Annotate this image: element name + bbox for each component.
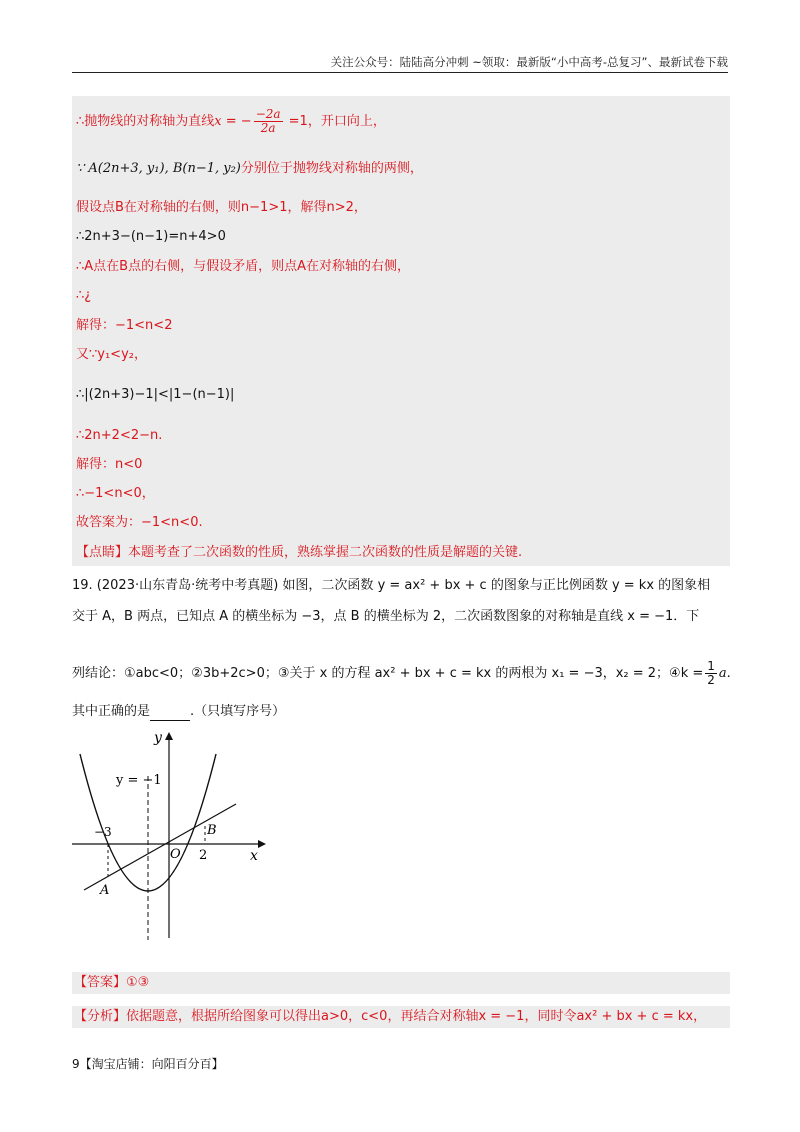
solution-line-7: 解得：−1<n<2 <box>76 318 173 333</box>
question-line-4: 其中正确的是 .（只填写序号） <box>72 704 286 719</box>
answer-box <box>72 972 730 994</box>
y-axis-label: y <box>154 730 162 746</box>
point-b-label: B <box>207 823 217 838</box>
x-axis-arrow <box>258 840 266 848</box>
answer-blank[interactable] <box>150 708 190 721</box>
solution-line-13: 故答案为：−1<n<0. <box>76 515 203 530</box>
function-graph <box>62 728 272 946</box>
origin-label: O <box>170 847 181 862</box>
solution-line-10: ∴2n+2<2−n. <box>76 428 163 443</box>
analysis-text: 【分析】依据题意，根据所给图象可以得出a>0，c<0，再结合对称轴x = −1，同时令ax² + bx + c = kx， <box>74 1009 707 1024</box>
fraction: $\frac{1}{2}$ <box>707 659 715 687</box>
fraction: $\frac{-2a}{2a}$ <box>255 107 281 135</box>
line-y-kx <box>84 804 236 890</box>
page-footer: 9【淘宝店铺：向阳百分百】 <box>72 1057 224 1071</box>
question-line-1: 19. (2023·山东青岛·统考中考真题) 如图，二次函数 y = ax² + bx + c 的图象与正比例函数 y = kx 的图象相 <box>72 578 711 593</box>
solution-line-6: ∴¿ <box>76 288 92 303</box>
question-line-3: 列结论：①abc<0；②3b+2c>0；③关于 x 的方程 ax² + bx + c = kx 的两根为 x₁ = −3，x₂ = 2；④k = $\frac{1}{2}$ a. <box>72 659 731 687</box>
solution-key-point: 【点睛】本题考查了二次函数的性质，熟练掌握二次函数的性质是解题的关键. <box>76 545 523 560</box>
x-axis-label: x <box>250 848 258 864</box>
tick-neg3: −3 <box>94 825 112 839</box>
solution-line-3: 假设点B在对称轴的右侧，则n−1>1，解得n>2， <box>76 200 367 215</box>
solution-line-9: ∴|(2n+3)−1|<|1−(n−1)| <box>76 387 235 402</box>
solution-line-5: ∴A点在B点的右侧，与假设矛盾，则点A在对称轴的右侧， <box>76 259 410 274</box>
solution-line-8: 又∵y₁<y₂， <box>76 347 147 362</box>
solution-line-12: ∴−1<n<0， <box>76 486 155 501</box>
y-axis-arrow <box>165 732 173 740</box>
symmetry-label: y = −1 <box>116 773 162 788</box>
answer-text: 【答案】①③ <box>74 975 150 990</box>
solution-line-4: ∴2n+3−(n−1)=n+4>0 <box>76 229 226 244</box>
tick-2: 2 <box>199 848 208 863</box>
solution-line-1: ∴抛物线的对称轴为直线x = − $\frac{-2a}{2a}$ =1，开口向上， <box>76 107 386 135</box>
page-header: 关注公众号：陆陆高分冲刺 ~领取：最新版“小中高考-总复习”、最新试卷下载 <box>72 52 728 73</box>
point-a-label: A <box>100 883 110 898</box>
solution-line-11: 解得：n<0 <box>76 457 143 472</box>
question-line-2: 交于 A，B 两点，已知点 A 的横坐标为 −3，点 B 的横坐标为 2，二次函数图象的对称轴是直线 x = −1．下 <box>72 609 700 624</box>
solution-line-2: ∵ A(2n+3, y₁), B(n−1, y₂)分别位于抛物线对称轴的两侧， <box>76 161 423 176</box>
